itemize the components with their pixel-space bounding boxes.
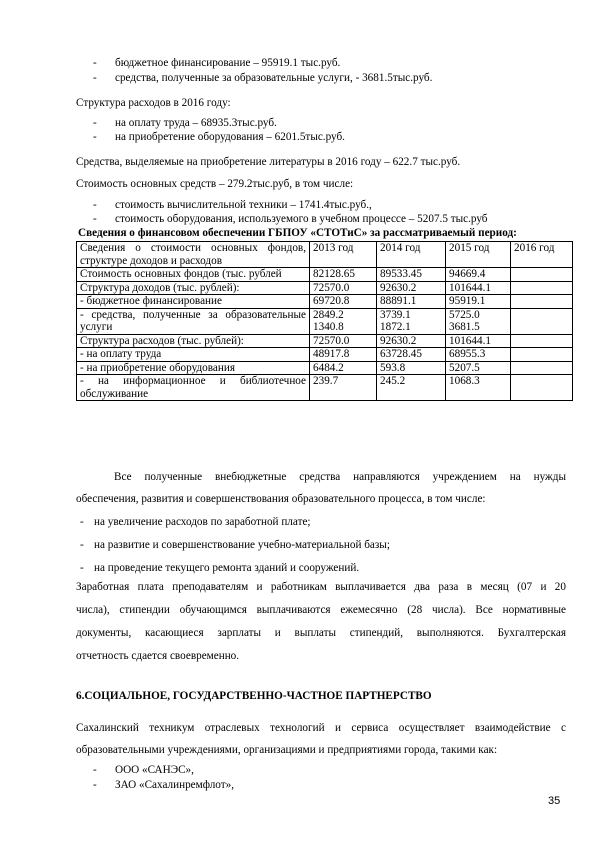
expense-heading: Структура расходов в 2016 году: [76, 97, 231, 109]
list-item: на увеличение расходов по заработной плате; [94, 516, 311, 528]
list-item: на проведение текущего ремонта зданий и сооружений. [94, 562, 360, 574]
income-item: бюджетное финансирование – 95919.1 тыс.руб. [115, 57, 341, 69]
row-label-cell: - бюджетное финансирование [77, 295, 310, 309]
table-row [77, 281, 573, 295]
bullet-dash: - [93, 57, 97, 69]
value-cell: 593.8 [377, 361, 446, 375]
value-cell: 94669.4 [446, 268, 511, 282]
table-row [77, 295, 573, 309]
value-cell: 89533.45 [377, 268, 446, 282]
value-cell: 5207.5 [446, 361, 511, 375]
expense-item: на оплату труда – 68935.3тыс.руб. [115, 117, 277, 129]
value-cell: 245.2 [377, 375, 446, 401]
bullet-dash: - [93, 764, 97, 776]
paragraph-line: Все полученные внебюджетные средства направляются учреждением на нужды [114, 471, 566, 483]
header-cell: Сведения о стоимости основных фондов, структуре доходов и расходов [77, 242, 310, 268]
value-cell: 6484.2 [310, 361, 377, 375]
value-cell: 95919.1 [446, 295, 511, 309]
bullet-dash: - [80, 539, 84, 551]
value-cell [511, 375, 573, 401]
bullet-dash: - [93, 72, 97, 84]
table-row [77, 361, 573, 375]
paragraph-line: числа), стипендии обучающимся выплачиваются ежемесячно (28 числа). Все нормативные [76, 604, 566, 616]
paragraph-line: Сахалинский техникум отраслевых технологий и сервиса осуществляет взаимодействие с [76, 722, 566, 734]
value-cell: 92630.2 [377, 281, 446, 295]
bullet-dash: - [93, 213, 97, 225]
income-item: средства, полученные за образовательные услуги, - 3681.5тыс.руб. [115, 72, 433, 84]
partner-item: ЗАО «Сахалинремфлот», [115, 779, 235, 791]
header-cell: 2013 год [310, 242, 377, 268]
value-cell: 68955.3 [446, 348, 511, 362]
fixed-assets-line: Стоимость основных средств – 279.2тыс.руб, в том числе: [76, 178, 354, 190]
literature-line: Средства, выделяемые на приобретение литературы в 2016 году – 622.7 тыс.руб. [76, 156, 461, 168]
table-title: Сведения о финансовом обеспечении ГБПОУ «СТОТиС» за рассматриваемый период: [78, 227, 517, 239]
partner-item: ООО «САНЭС», [115, 764, 194, 776]
value-cell: 5725.0 3681.5 [446, 308, 511, 334]
row-label-cell: - средства, полученные за образовательные услуги [77, 308, 310, 334]
bullet-dash: - [80, 516, 84, 528]
value-cell: 69720.8 [310, 295, 377, 309]
row-label-cell: - на информационное и библиотечное обслуживание [77, 375, 310, 401]
paragraph-line: Заработная плата преподавателям и работникам выплачивается два раза в месяц (07 и 20 [76, 581, 566, 593]
header-cell: 2014 год [377, 242, 446, 268]
value-cell: 63728.45 [377, 348, 446, 362]
value-cell: 92630.2 [377, 334, 446, 348]
paragraph-line: образовательными учреждениями, организациями и предприятиями города, такими как: [76, 744, 498, 756]
value-cell: 82128.65 [310, 268, 377, 282]
bullet-dash: - [93, 779, 97, 791]
value-cell: 88891.1 [377, 295, 446, 309]
value-cell: 239.7 [310, 375, 377, 401]
row-label-cell: - на приобретение оборудования [77, 361, 310, 375]
table-row [77, 375, 573, 401]
table-header-row [77, 242, 573, 268]
value-cell [511, 348, 573, 362]
table-row [77, 334, 573, 348]
value-cell [511, 281, 573, 295]
table-row [77, 348, 573, 362]
row-label-cell: - на оплату труда [77, 348, 310, 362]
value-cell: 2849.2 1340.8 [310, 308, 377, 334]
expense-item: на приобретение оборудования – 6201.5тыс.руб. [115, 131, 345, 143]
row-label-cell: Структура доходов (тыс. рублей): [77, 281, 310, 295]
value-cell: 72570.0 [310, 281, 377, 295]
header-cell: 2016 год [511, 242, 573, 268]
bullet-dash: - [93, 131, 97, 143]
value-cell: 101644.1 [446, 281, 511, 295]
bullet-dash: - [93, 199, 97, 211]
row-label-cell: Структура расходов (тыс. рублей): [77, 334, 310, 348]
section-heading: 6.СОЦИАЛЬНОЕ, ГОСУДАРСТВЕННО-ЧАСТНОЕ ПАРТНЕРСТВО [76, 690, 432, 702]
value-cell: 101644.1 [446, 334, 511, 348]
value-cell: 72570.0 [310, 334, 377, 348]
value-cell [511, 295, 573, 309]
table-row [77, 268, 573, 282]
paragraph-line: обеспечения, развития и совершенствования образовательного процесса, в том числе: [76, 493, 486, 505]
finance-table [76, 241, 573, 401]
paragraph-line: документы, касающиеся зарплаты и выплаты стипендий, выполняются. Бухгалтерская [76, 627, 566, 639]
page-number: 35 [548, 795, 561, 807]
fixed-assets-item: стоимость вычислительной техники – 1741.4тыс.руб., [115, 199, 372, 211]
value-cell [511, 334, 573, 348]
value-cell: 3739.1 1872.1 [377, 308, 446, 334]
value-cell [511, 268, 573, 282]
fixed-assets-item: стоимость оборудования, используемого в учебном процессе – 5207.5 тыс.руб [115, 213, 488, 225]
value-cell [511, 308, 573, 334]
list-item: на развитие и совершенствование учебно-материальной базы; [94, 539, 390, 551]
bullet-dash: - [93, 117, 97, 129]
table-row [77, 308, 573, 334]
value-cell: 1068.3 [446, 375, 511, 401]
value-cell: 48917.8 [310, 348, 377, 362]
bullet-dash: - [80, 562, 84, 574]
row-label-cell: Стоимость основных фондов (тыс. рублей [77, 268, 310, 282]
value-cell [511, 361, 573, 375]
paragraph-line: отчетность сдается своевременно. [76, 650, 240, 662]
header-cell: 2015 год [446, 242, 511, 268]
